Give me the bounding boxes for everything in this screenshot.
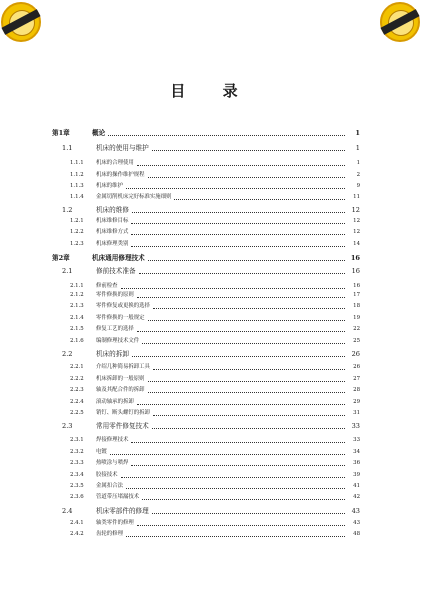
toc-entry-number: 2.3.4	[70, 472, 84, 478]
toc-entry-label: 零件修换的原则	[96, 292, 134, 298]
toc-leader-dots	[108, 134, 345, 136]
toc-entry-label: 焊接修理技术	[96, 437, 129, 443]
toc-leader-dots	[148, 259, 345, 261]
toc-entry-page: 48	[353, 531, 360, 537]
toc-leader-dots	[152, 427, 345, 429]
toc-entry-number: 1.2	[62, 206, 73, 214]
toc-leader-dots	[131, 464, 345, 466]
toc-entry[interactable]	[70, 528, 360, 540]
toc-entry-number: 第1章	[52, 129, 70, 137]
toc-entry-label: 零件修复或更换的选择	[96, 303, 150, 309]
toc-entry-page: 28	[353, 387, 360, 393]
toc-entry-page: 1	[356, 160, 360, 166]
toc-entry-page: 29	[353, 399, 360, 405]
toc-leader-dots	[148, 176, 345, 178]
toc-leader-dots	[126, 187, 345, 189]
toc-entry-label: 滚动轴承的拆卸	[96, 399, 134, 405]
toc-leader-dots	[137, 296, 345, 298]
toc-leader-dots	[132, 211, 345, 213]
toc-leader-dots	[142, 342, 345, 344]
toc-entry-number: 1.2.1	[70, 218, 84, 224]
toc-entry-page: 14	[353, 241, 360, 247]
toc-entry-page: 25	[353, 338, 360, 344]
toc-entry[interactable]	[70, 407, 360, 419]
toc-entry-label: 机床的拆卸	[96, 350, 129, 358]
toc-entry-number: 2.3.6	[70, 494, 84, 500]
toc-entry-page: 12	[353, 218, 360, 224]
toc-entry[interactable]	[70, 335, 360, 347]
toc-leader-dots	[139, 272, 345, 274]
toc-entry-page: 16	[351, 267, 360, 275]
toc-entry-label: 机床修理类别	[96, 241, 129, 247]
toc-leader-dots	[131, 222, 345, 224]
toc-entry[interactable]	[70, 238, 360, 250]
toc-entry-label: 轴类零件的修理	[96, 520, 134, 526]
toc-entry-number: 2.3.3	[70, 460, 84, 466]
toc-entry-number: 2.1.2	[70, 292, 84, 298]
toc-leader-dots	[131, 245, 345, 247]
toc-entry-page: 36	[353, 460, 360, 466]
toc-entry-page: 22	[353, 326, 360, 332]
toc-entry-label: 机床拆卸的一般原则	[96, 376, 145, 382]
toc-entry-label: 零件修换的一般规定	[96, 315, 145, 321]
toc-entry[interactable]	[62, 142, 360, 154]
toc-leader-dots	[153, 368, 345, 370]
toc-entry[interactable]	[70, 491, 360, 503]
toc-entry-page: 11	[353, 194, 360, 200]
toc-entry[interactable]	[70, 361, 360, 373]
toc-entry[interactable]	[70, 226, 360, 238]
toc-entry-number: 2.1.6	[70, 338, 84, 344]
toc-entry-page: 1	[355, 144, 360, 152]
toc-entry-number: 第2章	[52, 254, 70, 262]
toc-leader-dots	[174, 198, 345, 200]
toc-entry-label: 机床的使用与维护	[96, 144, 149, 152]
toc-entry-label: 金属切削机床完好标准实施细则	[96, 194, 172, 200]
toc-entry-label: 机床维修目标	[96, 218, 129, 224]
toc-entry[interactable]	[70, 434, 360, 446]
toc-entry-number: 1.2.3	[70, 241, 84, 247]
toc-entry-page: 33	[353, 437, 360, 443]
toc-entry-label: 介绍几种简易拆卸工具	[96, 364, 150, 370]
toc-entry-number: 1.1.1	[70, 160, 84, 166]
toc-entry-label: 机床的维护	[96, 183, 123, 189]
toc-entry-label: 机床的维修	[96, 206, 129, 214]
toc-leader-dots	[137, 164, 345, 166]
toc-entry-page: 43	[353, 520, 360, 526]
toc-entry-label: 概论	[92, 129, 106, 137]
toc-entry[interactable]	[52, 252, 360, 264]
toc-entry[interactable]	[70, 191, 360, 203]
toc-entry[interactable]	[62, 505, 360, 517]
toc-entry-label: 修前检查	[96, 283, 118, 289]
toc-leader-dots	[137, 330, 345, 332]
toc-entry-number: 2.1.5	[70, 326, 84, 332]
toc-entry[interactable]	[62, 265, 360, 277]
toc-entry-page: 18	[353, 303, 360, 309]
toc-leader-dots	[126, 487, 345, 489]
toc-entry-number: 2.3.1	[70, 437, 84, 443]
toc-entry-label: 常用零件修复技术	[96, 422, 149, 430]
toc-entry-label: 机床的操作维护规程	[96, 172, 145, 178]
toc-entry-label: 齿轮的修理	[96, 531, 123, 537]
toc-leader-dots	[131, 441, 345, 443]
toc-entry-label: 金属扣合法	[96, 483, 123, 489]
toc-entry-number: 2.2.4	[70, 399, 84, 405]
toc-entry-page: 19	[353, 315, 360, 321]
toc-entry-label: 机床维修方式	[96, 229, 129, 235]
toc-entry-number: 2.2.5	[70, 410, 84, 416]
toc-entry-page: 1	[355, 129, 360, 137]
toc-entry[interactable]	[70, 300, 360, 312]
toc-leader-dots	[110, 453, 345, 455]
toc-entry-page: 42	[353, 494, 360, 500]
toc-entry[interactable]	[70, 323, 360, 335]
toc-entry-number: 2.3.5	[70, 483, 84, 489]
toc-entry-number: 2.4.1	[70, 520, 84, 526]
toc-entry-page: 16	[353, 283, 360, 289]
toc-leader-dots	[126, 535, 345, 537]
toc-entry-page: 12	[351, 206, 360, 214]
toc-entry-number: 2.2.3	[70, 387, 84, 393]
toc-entry-number: 2.1.3	[70, 303, 84, 309]
toc-entry-label: 销钉、断头螺钉的拆卸	[96, 410, 150, 416]
toc-entry-page: 2	[356, 172, 360, 178]
toc-leader-dots	[121, 476, 345, 478]
toc-entry-page: 43	[351, 507, 360, 515]
toc-entry-label: 电镀	[96, 449, 107, 455]
toc-entry-label: 轴及其配合件的拆卸	[96, 387, 145, 393]
toc-entry-number: 1.1.2	[70, 172, 84, 178]
toc-leader-dots	[153, 307, 345, 309]
toc-entry-number: 1.1.4	[70, 194, 84, 200]
toc-entry-number: 2.1	[62, 267, 73, 275]
toc-leader-dots	[148, 391, 345, 393]
toc-entry-page: 16	[350, 254, 360, 262]
toc-entry-label: 修复工艺的选择	[96, 326, 134, 332]
toc-entry-page: 41	[353, 483, 360, 489]
toc-entry-page: 9	[356, 183, 360, 189]
toc-entry-number: 2.3.2	[70, 449, 84, 455]
toc-entry[interactable]	[62, 348, 360, 360]
toc-entry[interactable]	[70, 157, 360, 169]
toc-leader-dots	[132, 355, 345, 357]
toc-entry-label: 管道带压堵漏技术	[96, 494, 140, 500]
toc-leader-dots	[137, 403, 345, 405]
toc-entry-page: 31	[353, 410, 360, 416]
toc-entry-page: 26	[353, 364, 360, 370]
toc-entry[interactable]	[70, 384, 360, 396]
toc-entry-page: 34	[353, 449, 360, 455]
toc-entry-page: 33	[351, 422, 360, 430]
toc-entry-page: 17	[353, 292, 360, 298]
page-title: 目 录	[170, 82, 254, 100]
toc-entry-number: 2.2	[62, 350, 73, 358]
toc-leader-dots	[131, 233, 345, 235]
toc-leader-dots	[153, 414, 345, 416]
toc-leader-dots	[137, 524, 345, 526]
toc-entry[interactable]	[70, 457, 360, 469]
toc-entry[interactable]	[62, 420, 360, 432]
toc-entry-number: 2.4	[62, 507, 73, 515]
toc-entry-page: 12	[353, 229, 360, 235]
toc-entry-page: 26	[351, 350, 360, 358]
toc-entry-number: 1.1.3	[70, 183, 84, 189]
toc-entry-page: 27	[353, 376, 360, 382]
toc-leader-dots	[148, 380, 345, 382]
toc-leader-dots	[142, 498, 345, 500]
toc-entry[interactable]	[52, 127, 360, 139]
toc-entry-number: 2.2.1	[70, 364, 84, 370]
toc-entry-label: 修前技术准备	[96, 267, 136, 275]
toc-entry-number: 2.1.1	[70, 283, 84, 289]
toc-leader-dots	[148, 319, 345, 321]
toc-entry-label: 机床零部件的修理	[96, 507, 149, 515]
toc-entry-label: 机床的合理使用	[96, 160, 134, 166]
toc-leader-dots	[152, 512, 345, 514]
toc-entry-number: 1.2.2	[70, 229, 84, 235]
toc-entry-number: 2.3	[62, 422, 73, 430]
toc-entry-label: 机床通用修理技术	[92, 254, 145, 262]
toc-leader-dots	[152, 149, 345, 151]
toc-entry-number: 2.2.2	[70, 376, 84, 382]
toc-entry-label: 热喷涂与喷焊	[96, 460, 129, 466]
toc-entry-number: 2.1.4	[70, 315, 84, 321]
toc-entry-number: 1.1	[62, 144, 73, 152]
toc-entry-label: 胶接技术	[96, 472, 118, 478]
toc-entry-page: 39	[353, 472, 360, 478]
toc-entry-label: 编制修理技术文件	[96, 338, 140, 344]
toc-entry-number: 2.4.2	[70, 531, 84, 537]
